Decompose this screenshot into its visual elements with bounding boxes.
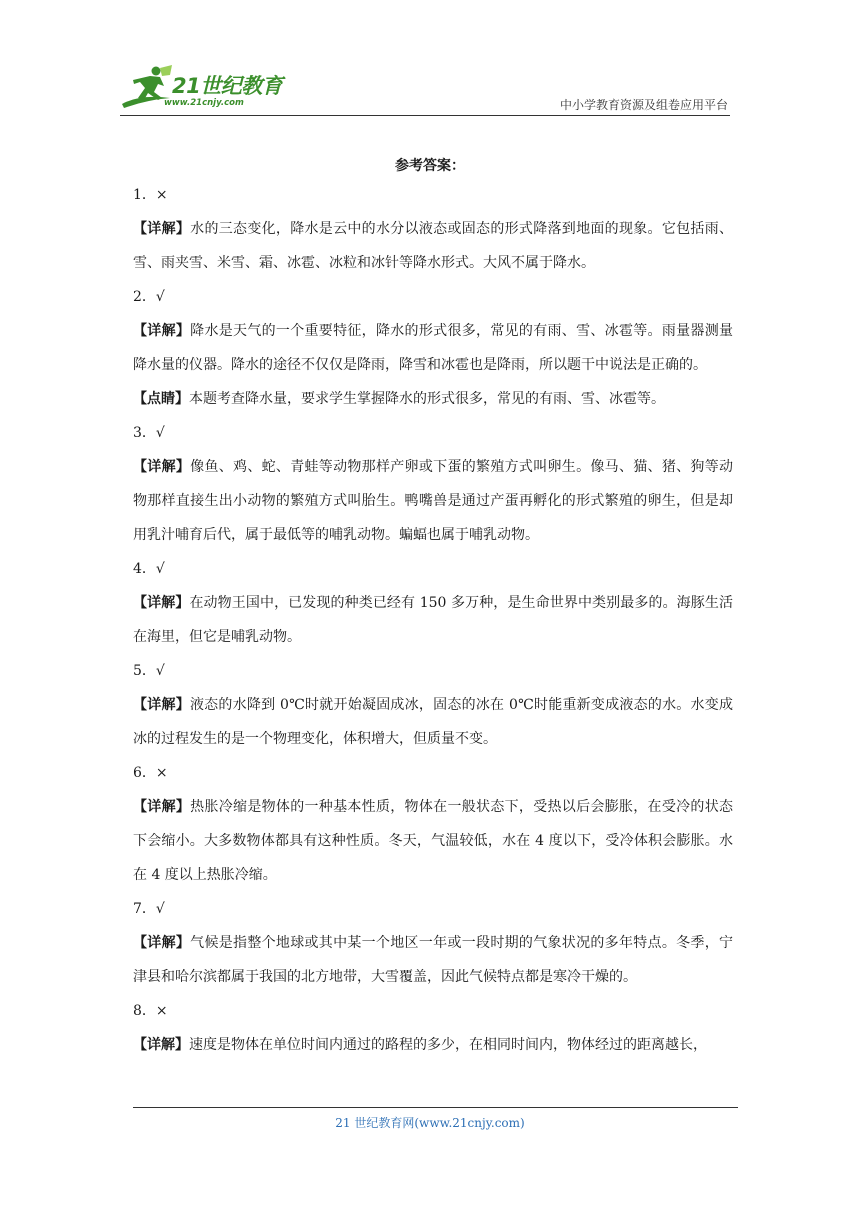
explanation-text: 水的三态变化，降水是云中的水分以液态或固态的形式降落到地面的现象。它包括雨、雪、雨夹雪、米雪、霜、冰雹、冰粒和冰针等降水形式。大风不属于降水。: [133, 221, 733, 271]
explanation-paragraph: [133, 382, 733, 416]
explanation-paragraph: [133, 450, 733, 552]
answer-content: [133, 178, 733, 1062]
answer-number: 7．√: [133, 901, 165, 917]
explanation-tag: 【详解】: [133, 799, 191, 815]
logo-url-text: www.21cnjy.com: [164, 98, 244, 108]
answer-number: 1．×: [133, 187, 168, 203]
explanation-tag: 【点睛】: [133, 391, 189, 407]
explanation-tag: 【详解】: [133, 323, 191, 339]
explanation-text: 降水是天气的一个重要特征，降水的形式很多，常见的有雨、雪、冰雹等。雨量器测量降水量的仪器。降水的途径不仅仅是降雨，降雪和冰雹也是降雨，所以题干中说法是正确的。: [133, 323, 733, 373]
explanation-tag: 【详解】: [133, 935, 191, 951]
explanation-paragraph: [133, 926, 733, 994]
logo-brand-text: 21世纪教育: [172, 74, 283, 98]
footer-link[interactable]: 21 世纪教育网(www.21cnjy.com): [335, 1116, 525, 1130]
explanation-tag: 【详解】: [133, 459, 191, 475]
answer-number: 6．×: [133, 765, 168, 781]
explanation-paragraph: [133, 1028, 733, 1062]
explanation-text: 液态的水降到 0℃时就开始凝固成冰，固态的冰在 0℃时能重新变成液态的水。水变成冰的过程发生的是一个物理变化，体积增大，但质量不变。: [133, 697, 733, 747]
explanation-text: 热胀冷缩是物体的一种基本性质，物体在一般状态下，受热以后会膨胀，在受冷的状态下会缩小。大多数物体都具有这种性质。冬天，气温较低，水在 4 度以下，受冷体积会膨胀。水在 4 度以上热胀冷缩。: [133, 799, 733, 883]
page-header: [120, 60, 730, 118]
explanation-tag: 【详解】: [133, 697, 190, 713]
header-divider: [120, 115, 730, 116]
explanation-tag: 【详解】: [133, 1037, 189, 1053]
footer-divider: [133, 1107, 738, 1108]
site-logo[interactable]: [120, 64, 290, 116]
explanation-text: 本题考查降水量，要求学生掌握降水的形式很多，常见的有雨、雪、冰雹等。: [189, 391, 665, 407]
platform-name: 中小学教育资源及组卷应用平台: [559, 98, 728, 112]
page-title: 参考答案：: [395, 158, 465, 174]
answer-number: 4．√: [133, 561, 165, 577]
explanation-text: 在动物王国中，已发现的种类已经有 150 多万种，是生命世界中类别最多的。海豚生活在海里，但它是哺乳动物。: [133, 595, 734, 645]
explanation-paragraph: [133, 586, 733, 654]
explanation-text: 气候是指整个地球或其中某一个地区一年或一段时期的气象状况的多年特点。冬季，宁津县和哈尔滨都属于我国的北方地带，大雪覆盖，因此气候特点都是寒冷干燥的。: [133, 935, 733, 985]
explanation-tag: 【详解】: [133, 595, 190, 611]
answer-number: 5．√: [133, 663, 165, 679]
explanation-tag: 【详解】: [133, 221, 191, 237]
answer-number: 8．×: [133, 1003, 168, 1019]
explanation-paragraph: [133, 790, 733, 892]
explanation-paragraph: [133, 314, 733, 382]
explanation-text: 像鱼、鸡、蛇、青蛙等动物那样产卵或下蛋的繁殖方式叫卵生。像马、猫、猪、狗等动物那样直接生出小动物的繁殖方式叫胎生。鸭嘴兽是通过产蛋再孵化的形式繁殖的卵生，但是却用乳汁哺育后代，属于最低等的哺乳动物。蝙蝠也属于哺乳动物。: [133, 459, 733, 543]
explanation-paragraph: [133, 212, 733, 280]
answer-number: 2．√: [133, 289, 165, 305]
explanation-paragraph: [133, 688, 733, 756]
answer-number: 3．√: [133, 425, 165, 441]
explanation-text: 速度是物体在单位时间内通过的路程的多少，在相同时间内，物体经过的距离越长，: [189, 1037, 707, 1053]
